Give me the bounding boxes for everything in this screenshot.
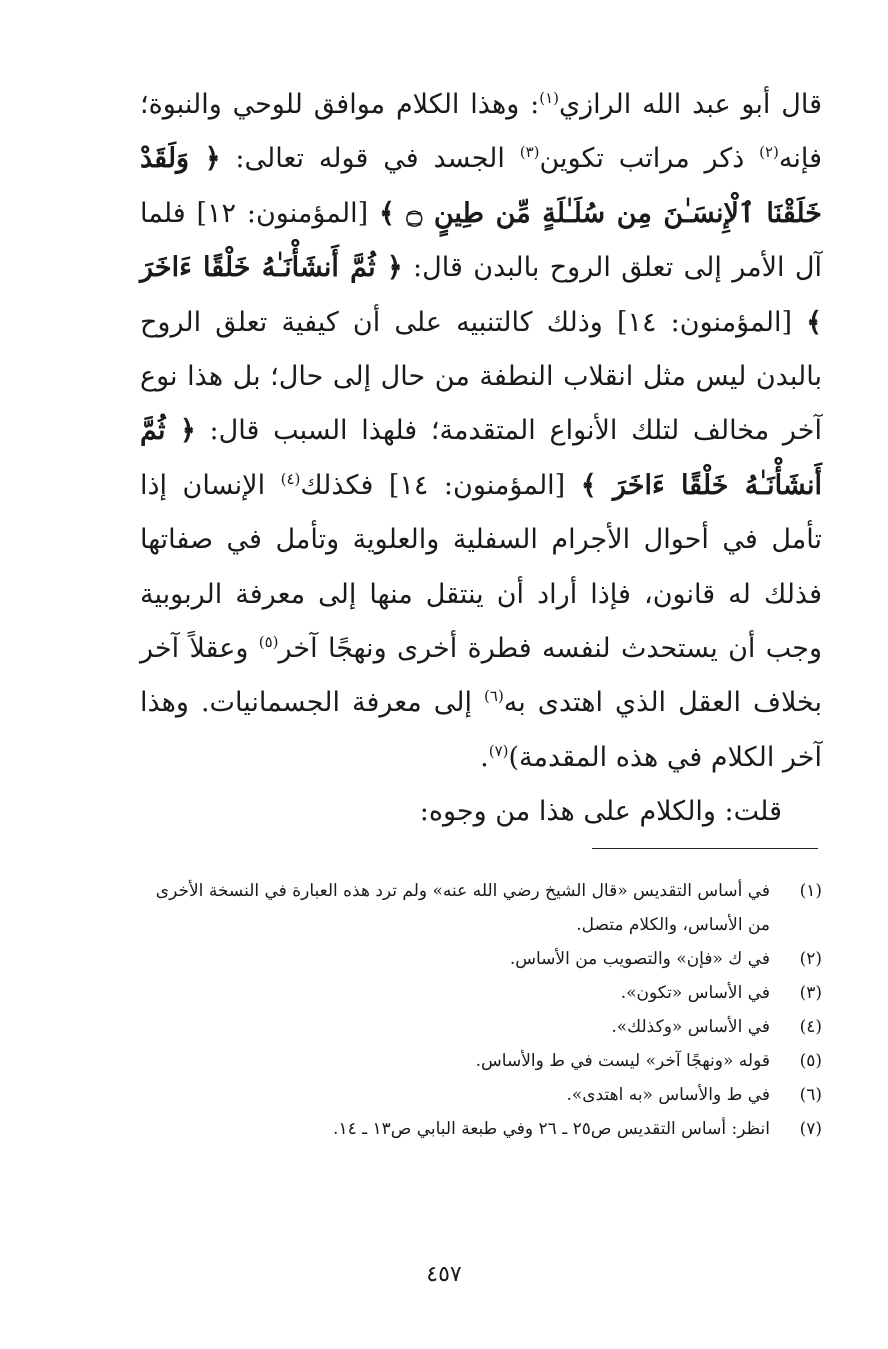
footnote-7 (140, 1112, 822, 1146)
footnotes (140, 874, 822, 1146)
text-run: [المؤمنون: ١٢] فلما آل الأمر إلى تعلق الروح بالبدن قال: (140, 197, 822, 284)
footnote-number: (٧) (799, 1119, 822, 1139)
footnote-ref-3[interactable]: (٣) (519, 143, 540, 162)
footnote-text: في أساس التقديس «قال الشيخ رضي الله عنه» ولم ترد هذه العبارة في النسخة الأخرى من الأساس، والكلام متصل. (155, 881, 770, 935)
footnote-text: في ك «فإن» والتصويب من الأساس. (509, 949, 770, 969)
page-number: ٤٥٧ (426, 1262, 462, 1287)
footnote-text: انظر: أساس التقديس ص٢٥ ـ ٢٦ وفي طبعة البابي ص١٣ ـ ١٤. (333, 1119, 770, 1139)
footnote-2 (140, 942, 822, 976)
footnote-ref-5[interactable]: (٥) (258, 633, 279, 652)
main-text (140, 78, 822, 840)
text-run: قال أبو عبد الله الرازي (558, 89, 823, 120)
footnote-5 (140, 1044, 822, 1078)
text-run: . (480, 741, 489, 773)
footnote-text: قوله «ونهجًا آخر» ليست في ط والأساس. (475, 1051, 770, 1071)
footnote-number: (٤) (799, 1017, 822, 1037)
footnote-4 (140, 1010, 822, 1044)
text-run: الإنسان إذا تأمل في أحوال الأجرام السفلية والعلوية وتأمل في صفاتها فذلك له قانون، فإذا أراد أن ينتقل منها إلى معرفة الربوبية وجب أن يستحدث لنفسه فطرة أخرى ونهجًا آخر (140, 469, 823, 665)
footnote-3 (140, 976, 822, 1010)
footnote-number: (٢) (799, 949, 822, 969)
paragraph-1 (140, 78, 822, 785)
text-run: وعقلاً آخر بخلاف العقل الذي اهتدى به (140, 633, 823, 719)
footnote-ref-2[interactable]: (٢) (759, 143, 779, 162)
footnote-ref-4[interactable]: (٤) (280, 469, 301, 488)
footnote-ref-1[interactable]: (١) (539, 89, 559, 107)
text-run: : وهذا الكلام موافق للوحي والنبوة؛ فإنه (140, 89, 823, 175)
footnote-number: (٣) (799, 983, 822, 1003)
text-run: الجسد في قوله تعالى: (220, 143, 520, 175)
paragraph-2: قلت: والكلام على هذا من وجوه: (419, 796, 782, 828)
quran-verse-2: ﴿ ثُمَّ أَنشَأْنَـٰهُ خَلْقًا ءَاخَرَ ﴾ (140, 252, 822, 338)
quran-verse-1: ﴿ وَلَقَدْ خَلَقْنَا ٱلْإِنسَـٰنَ مِن سُلَـٰلَةٍ مِّن طِينٍ ۝ ﴾ (140, 143, 822, 229)
text-run: إلى معرفة الجسمانيات. وهذا آخر الكلام في هذه المقدمة) (140, 687, 822, 773)
footnote-ref-7[interactable]: (٧) (488, 741, 509, 760)
text-run: [المؤمنون: ١٤] وذلك كالتنبيه على أن كيفية تعلق الروح بالبدن ليس مثل انقلاب النطفة من حال إلى حال؛ بل هذا نوع آخر مخالف لتلك الأنواع المتقدمة؛ فلهذا السبب قال: (140, 306, 822, 447)
footnote-text: في ط والأساس «به اهتدى». (566, 1085, 770, 1105)
quran-verse-3: ﴿ ثُمَّ أَنشَأْنَـٰهُ خَلْقًا ءَاخَرَ ﴾ (140, 415, 823, 501)
footnote-6 (140, 1078, 822, 1112)
footnote-text: في الأساس «وكذلك». (611, 1017, 770, 1037)
footnote-number: (٦) (799, 1085, 822, 1105)
footnote-divider (592, 848, 818, 849)
footnote-ref-6[interactable]: (٦) (484, 687, 504, 706)
footnote-number: (١) (799, 881, 822, 901)
text-run: ذكر مراتب تكوين (539, 143, 760, 175)
footnote-number: (٥) (799, 1051, 822, 1071)
footnote-1 (140, 874, 822, 942)
text-run: [المؤمنون: ١٤] فكذلك (300, 469, 581, 501)
footnote-text: في الأساس «تكون». (620, 983, 770, 1003)
